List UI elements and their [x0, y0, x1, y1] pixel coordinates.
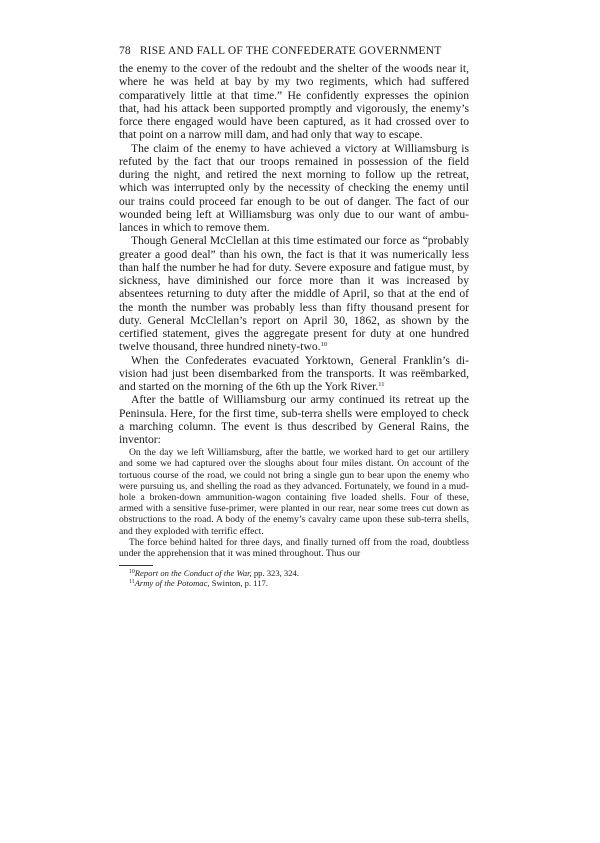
body-paragraph: The claim of the enemy to have achieved a victory at Williamsburg is refuted by the fact that our troops remained in possession of the field during the night, and retired the next morning to follow up the retreat, which was interrupted only by the necessity of checking the enemy until our trains could proceed far enough to be out of danger. The fact of our wounded being left at Williamsburg was only due to our want of ambulances in which to remove them. — [119, 141, 469, 234]
running-head-title: RISE AND FALL OF THE CONFEDERATE GOVERNMENT — [139, 45, 442, 57]
footnote-number: 11 — [129, 579, 135, 586]
footnote-marker: 11 — [378, 381, 385, 388]
body-paragraph: the enemy to the cover of the redoubt and the shelter of the woods near it, where he was held at bay by my two regiments, which had suffered comparatively little at that time.” He confidently expresses the opinion that, had his attack been supported promptly and vigorously, the enemy’s force there engaged would have been captured, as it had crossed over to that point on a narrow mill dam, and had only that way to escape. — [119, 62, 469, 142]
body-paragraph: Though General McClellan at this time estimated our force as “probably greater a good deal” than his own, the fact is that it was numerically less than half the number he had for duty. Severe exposure and fatigue must, by sickness, have diminished our force more than it was increased by absentees returning to duty after the middle of April, so that at the end of the month the number was probably less than fifty thousand present for duty. General McClellan’s report on April 30, 1862, as shown by the certified statement, gives the aggregate present for duty at one hundred twelve thousand, three hundred ninety-two.$^{10}$ — [119, 234, 469, 354]
footnote-text: Swinton, p. 117. — [209, 578, 268, 589]
body-paragraph: When the Confederates evacuated Yorktown, General Franklin’s division had just been disembarked from the transports. It was reëmbarked, and started on the morning of the 6th up the York River.$^{11}$ — [119, 353, 469, 393]
footnote-divider — [119, 565, 153, 566]
footnote-text: pp. 323, 324. — [251, 568, 299, 579]
footnote-title: Army of the Potomac, — [134, 578, 210, 589]
footnote — [119, 578, 469, 588]
footnote-number: 10 — [129, 569, 135, 576]
body-paragraph: After the battle of Williamsburg our army continued its retreat up the Peninsula. Here, for the first time, sub-terra shells were employed to check a marching column. The event is thus described by General Rains, the inventor: — [119, 393, 469, 446]
block-quote-paragraph: On the day we left Williamsburg, after the battle, we worked hard to get our artillery and some we had captured over the sloughs about four miles distant. On account of the tortuous course of the road, we could not bring a single gun to bear upon the enemy who were pursuing us, and shelling the road as they advanced. Fortunately, we found in a mud-hole a broken-down ammunition-wagon containing five loaded shells. Four of these, armed with a sensitive fuse-primer, were planted in our rear, near some trees cut down as obstructions to the road. A body of the enemy’s cavalry came upon these sub-terra shells, and they exploded with terrific effect. — [119, 447, 469, 537]
running-header — [119, 44, 469, 58]
text-block — [119, 44, 469, 588]
page-number: 78 — [119, 45, 131, 57]
footnote-marker: 10 — [320, 341, 328, 349]
footnote — [119, 568, 469, 578]
footnote-title: Report on the Conduct of the War, — [134, 568, 252, 579]
block-quote-paragraph: The force behind halted for three days, and finally turned off from the road, doubtless under the apprehension that it was mined throughout. Thus our — [119, 536, 469, 560]
